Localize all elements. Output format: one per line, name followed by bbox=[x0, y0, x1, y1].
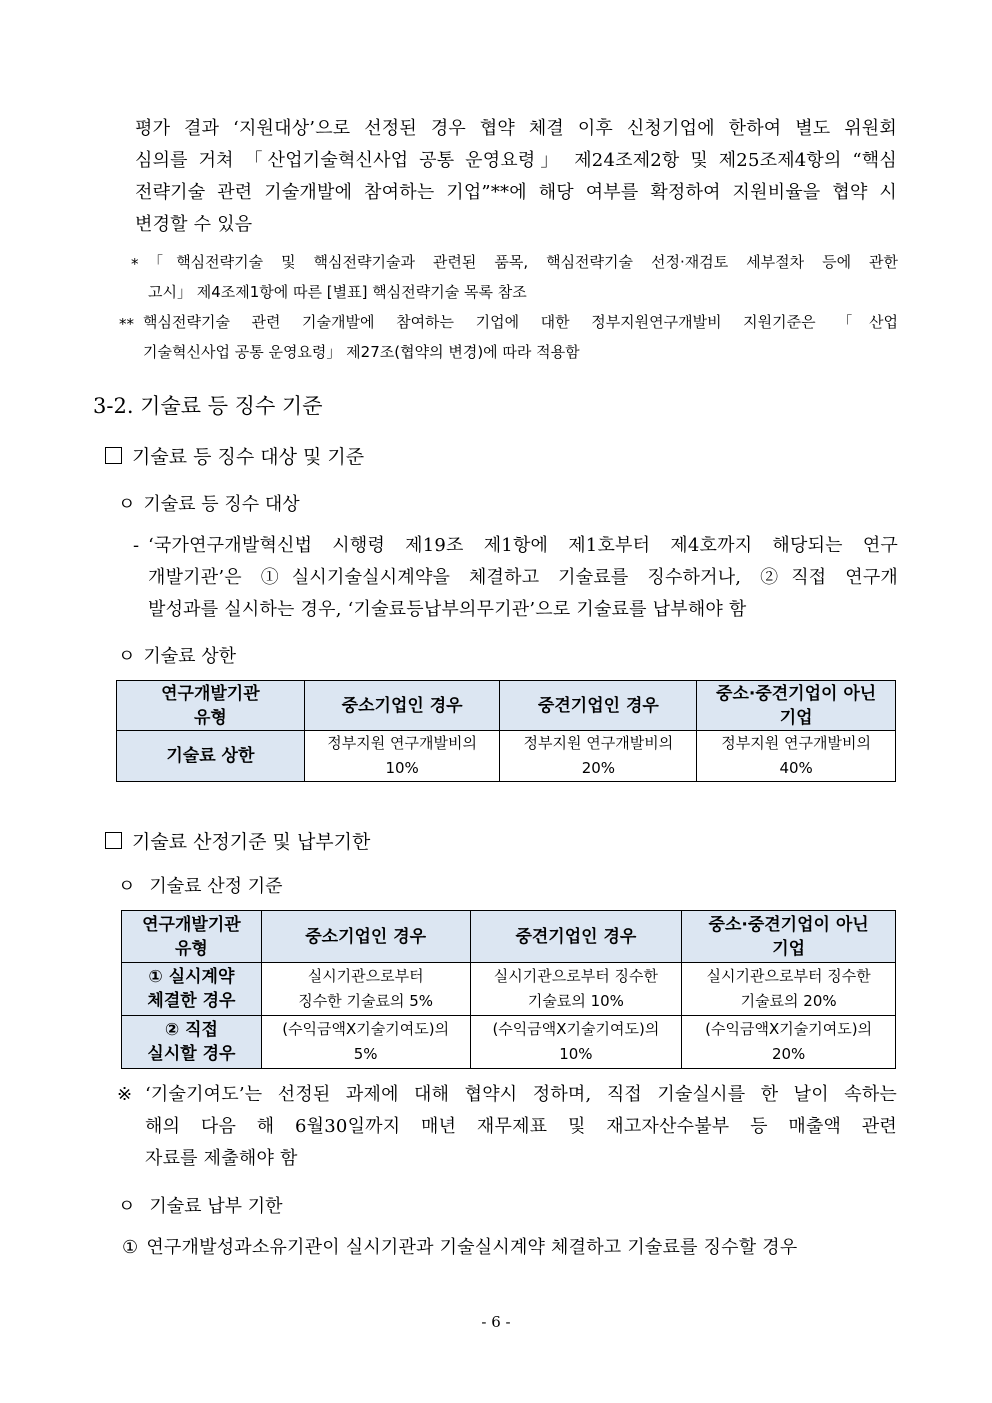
table1-header-midsize: 중견기업인 경우 bbox=[500, 681, 697, 731]
bullet-4-text: 기술료 납부 기한 bbox=[149, 1196, 283, 1217]
footnote-2-line-1: 핵심전략기술 관련 기술개발에 참여하는 기업에 대한 정부지원연구개발비 지원기준은 「산업 bbox=[143, 313, 898, 331]
bullet-3-mark: ㅇ bbox=[118, 876, 136, 897]
table2-row1-other: 실시기관으로부터 징수한 기술료의 20% bbox=[682, 963, 896, 1016]
table2-row2-label: ② 직접 실시할 경우 bbox=[122, 1016, 262, 1069]
table2-header-midsize: 중견기업인 경우 bbox=[470, 911, 682, 963]
item-1-mark: ① bbox=[122, 1237, 139, 1258]
footnote-2-line-2: 기술혁신사업 공통 운영요령」 제27조(협약의 변경)에 따라 적용함 bbox=[143, 343, 580, 361]
footnote-1-mark: * bbox=[131, 255, 139, 273]
intro-line-3: 전략기술 관련 기술개발에 참여하는 기업”**에 해당 여부를 확정하여 지원비율을 협약 시 bbox=[135, 182, 897, 203]
table1-cell-midsize: 정부지원 연구개발비의 20% bbox=[500, 731, 697, 782]
intro-line-4: 변경할 수 있음 bbox=[135, 214, 253, 235]
table2-row1-sme: 실시기관으로부터 징수한 기술료의 5% bbox=[261, 963, 470, 1016]
table-row bbox=[117, 731, 896, 782]
table2-row2-other: (수익금액X기술기여도)의 20% bbox=[682, 1016, 896, 1069]
royalty-calculation-table bbox=[121, 910, 896, 1069]
footnote-2-mark: ** bbox=[119, 315, 134, 333]
royalty-cap-table bbox=[116, 680, 896, 782]
note-line-3: 자료를 제출해야 함 bbox=[145, 1148, 298, 1169]
bullet-3 bbox=[118, 872, 283, 898]
table1-header-sme: 중소기업인 경우 bbox=[304, 681, 500, 731]
page-number: - 6 - bbox=[481, 1313, 511, 1331]
table2-header-sme: 중소기업인 경우 bbox=[261, 911, 470, 963]
table1-header-type: 연구개발기관 유형 bbox=[117, 681, 305, 731]
table-row bbox=[117, 681, 896, 731]
bullet-2-text: 기술료 상한 bbox=[143, 646, 237, 667]
table1-header-other: 중소·중견기업이 아닌 기업 bbox=[697, 681, 896, 731]
bullet-2-mark: ㅇ bbox=[118, 646, 136, 667]
footnote-2 bbox=[143, 307, 898, 367]
table2-row2-sme: (수익금액X기술기여도)의 5% bbox=[261, 1016, 470, 1069]
table1-row-label: 기술료 상한 bbox=[117, 731, 305, 782]
dash-line-3: 발성과를 실시하는 경우, ‘기술료등납부의무기관’으로 기술료를 납부해야 함 bbox=[148, 599, 747, 620]
bullet-1 bbox=[118, 490, 300, 516]
subheading-1 bbox=[105, 442, 364, 469]
table2-header-type: 연구개발기관 유형 bbox=[122, 911, 262, 963]
footnote-1-line-2: 고시」 제4조제1항에 따른 [별표] 핵심전략기술 목록 참조 bbox=[148, 283, 527, 301]
footnote-1-line-1: 「핵심전략기술 및 핵심전략기술과 관련된 품목, 핵심전략기술 선정·재검토 세부절차 등에 관한 bbox=[148, 253, 898, 271]
subheading-2-text: 기술료 산정기준 및 납부기한 bbox=[132, 831, 371, 853]
section-heading: 3-2. 기술료 등 징수 기준 bbox=[93, 394, 323, 418]
note-line-2: 해의 다음 해 6월30일까지 매년 재무제표 및 재고자산수불부 등 매출액 관련 bbox=[145, 1116, 897, 1137]
subheading-1-text: 기술료 등 징수 대상 및 기준 bbox=[132, 446, 365, 468]
table-row bbox=[122, 911, 896, 963]
dash-paragraph bbox=[148, 530, 898, 626]
bullet-1-mark: ㅇ bbox=[118, 494, 136, 515]
square-bullet-icon bbox=[105, 832, 122, 849]
note-paragraph bbox=[145, 1079, 897, 1175]
subheading-2 bbox=[105, 827, 370, 854]
bullet-2 bbox=[118, 642, 236, 668]
intro-line-2: 심의를 거쳐 「산업기술혁신사업 공통 운영요령」 제24조제2항 및 제25조제4항의 “핵심 bbox=[135, 150, 897, 171]
bullet-3-text: 기술료 산정 기준 bbox=[149, 876, 283, 897]
table2-row1-label: ① 실시계약 체결한 경우 bbox=[122, 963, 262, 1016]
note-mark: ※ bbox=[117, 1084, 133, 1105]
dash-line-1: ‘국가연구개발혁신법 시행령 제19조 제1항에 제1호부터 제4호까지 해당되는 연구 bbox=[148, 535, 898, 556]
square-bullet-icon bbox=[105, 447, 122, 464]
table1-cell-sme: 정부지원 연구개발비의 10% bbox=[304, 731, 500, 782]
item-1 bbox=[122, 1232, 898, 1264]
bullet-4-mark: ㅇ bbox=[118, 1196, 136, 1217]
intro-paragraph bbox=[135, 113, 897, 241]
table2-header-other: 중소·중견기업이 아닌 기업 bbox=[682, 911, 896, 963]
note-line-1: ‘기술기여도’는 선정된 과제에 대해 협약시 정하며, 직접 기술실시를 한 날이 속하는 bbox=[145, 1084, 897, 1105]
intro-line-1: 평가 결과 ‘지원대상’으로 선정된 경우 협약 체결 이후 신청기업에 한하여 별도 위원회 bbox=[135, 118, 897, 139]
table1-cell-other: 정부지원 연구개발비의 40% bbox=[697, 731, 896, 782]
table-row bbox=[122, 963, 896, 1016]
bullet-1-text: 기술료 등 징수 대상 bbox=[143, 494, 300, 515]
bullet-4 bbox=[118, 1192, 283, 1218]
table2-row2-midsize: (수익금액X기술기여도)의 10% bbox=[470, 1016, 682, 1069]
table2-row1-midsize: 실시기관으로부터 징수한 기술료의 10% bbox=[470, 963, 682, 1016]
item-1-text: 연구개발성과소유기관이 실시기관과 기술실시계약 체결하고 기술료를 징수할 경우 bbox=[146, 1237, 798, 1258]
table-row bbox=[122, 1016, 896, 1069]
footnote-1 bbox=[148, 247, 898, 307]
dash-1-mark: - bbox=[133, 535, 140, 556]
dash-line-2: 개발기관’은 ①실시기술실시계약을 체결하고 기술료를 징수하거나, ②직접 연구개 bbox=[148, 567, 898, 588]
